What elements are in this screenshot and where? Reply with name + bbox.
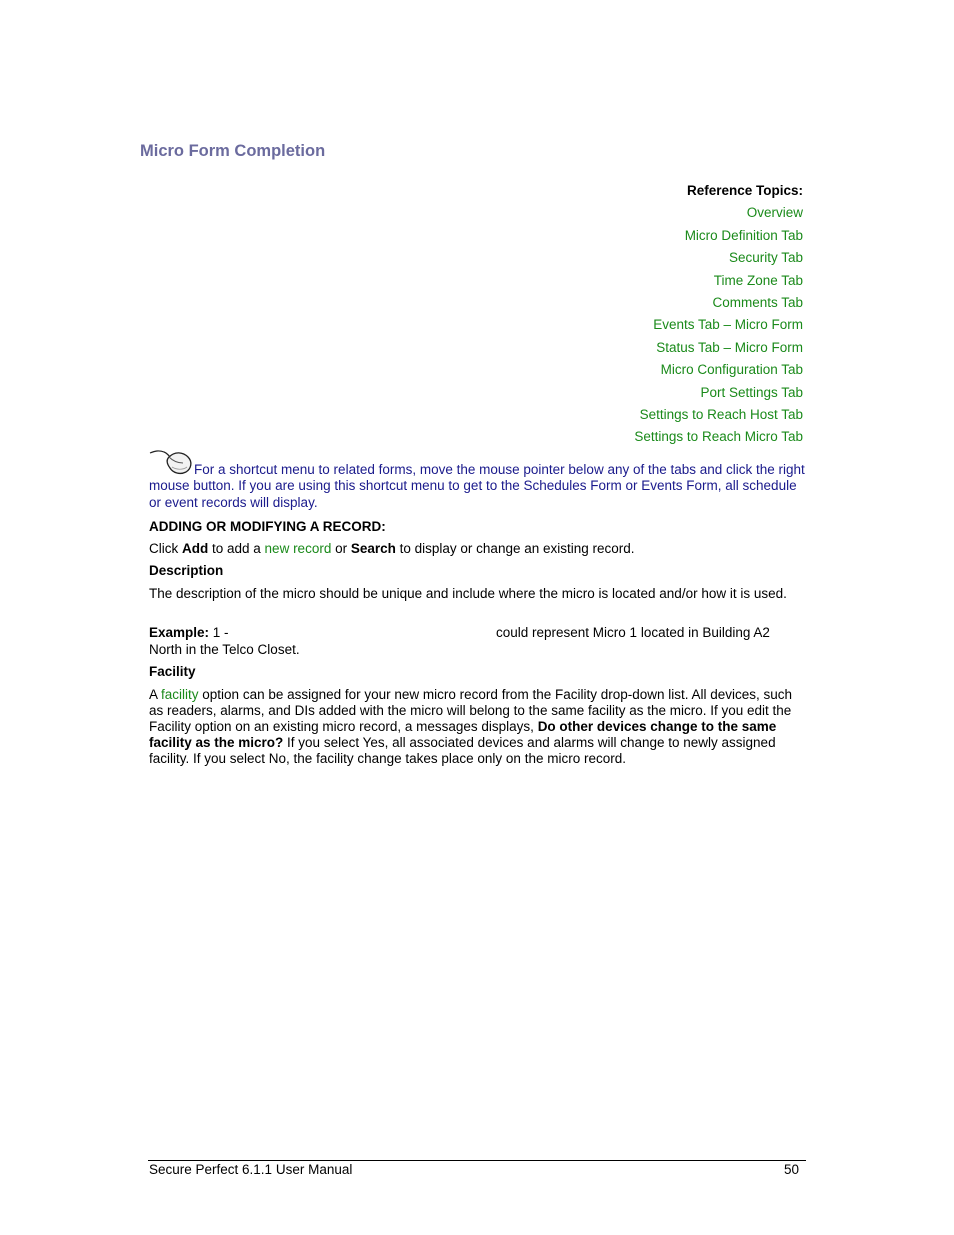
tip-text: For a shortcut menu to related forms, move the mouse pointer below any of the tabs and click the right mouse button. If you are using this shortcut menu to get to the Schedules Form or Events Form, all schedule or event records will display. [149, 462, 805, 510]
ref-link-status-tab[interactable]: Status Tab – Micro Form [656, 339, 803, 355]
description-text: The description of the micro should be unique and include where the micro is located and/or how it is used. [149, 586, 787, 601]
description-example: Example: 1 - [149, 625, 229, 640]
ref-link-overview[interactable]: Overview [746, 205, 803, 221]
footer-manual-title: Secure Perfect 6.1.1 User Manual [149, 1162, 353, 1177]
footer-divider [148, 1160, 806, 1161]
page-title: Micro Form Completion [140, 142, 326, 160]
ref-link-time-zone-tab[interactable]: Time Zone Tab [713, 272, 803, 288]
add-keyword: Add [182, 541, 209, 556]
search-keyword: Search [350, 541, 396, 556]
facility-question: Do other devices change to the same facility as the micro? [149, 719, 777, 751]
new-record-link[interactable]: new record [264, 541, 332, 556]
example-line2: North in the Telco Closet. [149, 642, 300, 657]
ref-link-comments-tab[interactable]: Comments Tab [712, 294, 803, 310]
mouse-icon [149, 448, 193, 476]
facility-text: A facility option can be assigned for your new micro record from the Facility drop-down list. All devices, such as readers, alarms, and DIs added with the micro will belong to the same facility as the micro. If you edit the Facility option on an existing micro record, a messages displays, Do other devices change to the same facility as the micro? If you select Yes, all associated devices and alarms will change to newly assigned facility. If you select No, the facility change takes place only on the micro record. [149, 687, 793, 767]
ref-link-port-settings-tab[interactable]: Port Settings Tab [700, 384, 803, 400]
reference-topics-heading: Reference Topics: [686, 183, 803, 198]
ref-link-settings-to-reach-micro-tab[interactable]: Settings to Reach Micro Tab [634, 429, 803, 445]
ref-link-security-tab[interactable]: Security Tab [728, 250, 803, 266]
adding-heading: ADDING OR MODIFYING A RECORD: [149, 519, 386, 534]
ref-link-micro-configuration-tab[interactable]: Micro Configuration Tab [660, 362, 803, 378]
reference-topics [634, 182, 803, 451]
adding-text: Click Add to add a new record or Search to display or change an existing record. [149, 541, 635, 556]
example-line1-rest: could represent Micro 1 located in Building A2 [496, 625, 770, 640]
ref-link-micro-definition-tab[interactable]: Micro Definition Tab [684, 227, 803, 243]
page-number: 50 [784, 1162, 800, 1177]
ref-link-events-tab[interactable]: Events Tab – Micro Form [653, 317, 803, 333]
ref-link-settings-to-reach-host-tab[interactable]: Settings to Reach Host Tab [639, 406, 803, 422]
shortcut-tip [149, 448, 809, 511]
facility-heading: Facility [149, 664, 196, 679]
description-heading: Description [149, 563, 224, 578]
example-label: Example: [149, 625, 210, 640]
facility-link[interactable]: facility [161, 687, 199, 702]
